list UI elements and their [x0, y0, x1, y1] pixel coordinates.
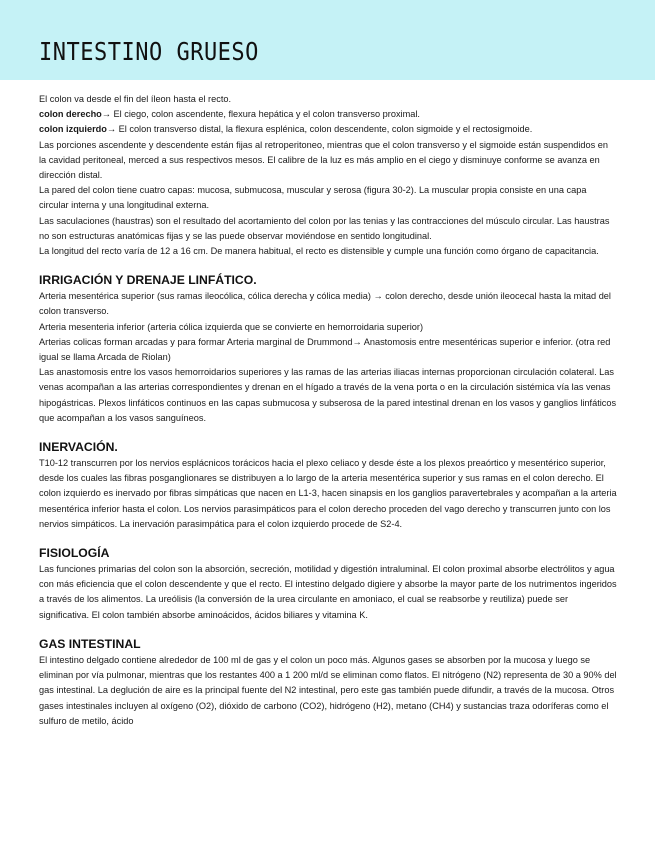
title-banner: [0, 0, 655, 80]
intro-paragraph-colon-izquierdo: [39, 122, 617, 137]
inervacion-paragraph-1: T10-12 transcurren por los nervios esplácnicos torácicos hacia el plexo celiaco y desde éste a los plexos preaórtico y mesentérico superior, desde los cuales las fibras posganglionares se distribuyen a lo largo de la arteria mesentérica superior y sus ramas en el colon derecho. El colon izquierdo es inervado por fibras simpáticas que nacen en L1-3, hacen sinapsis en los ganglios paravertebrales y acompañan a la arteria mesentérica inferior hasta el colon. Los nervios parasimpáticos para el colon derecho proceden del vago derecho y transcurren junto con los nervios simpáticos. La inervación parasimpática para el colon izquierdo procede de S2-4.: [39, 458, 617, 529]
intro-paragraph-colon-derecho: [39, 107, 617, 122]
colon-derecho-text: → El ciego, colon ascendente, flexura hepática y el colon transverso proximal.: [101, 109, 420, 120]
gas-intestinal-heading: GAS INTESTINAL: [39, 636, 141, 651]
irrigacion-heading: IRRIGACIÓN Y DRENAJE LINFÁTICO.: [39, 273, 257, 288]
intro-paragraph-4: Las porciones ascendente y descendente están fijas al retroperitoneo, mientras que el colon transverso y el sigmoide están suspendidos en la cavidad peritoneal, merced a sus respectivos mesos. El calibre de la luz es más amplio en el ciego y disminuye conforme se avanza en dirección distal.: [39, 139, 608, 181]
intro-paragraph-1: El colon va desde el fin del íleon hasta el recto.: [39, 94, 232, 104]
fisiologia-paragraph-1: Las funciones primarias del colon son la absorción, secreción, motilidad y digestión intraluminal. El colon proximal absorbe electrólitos y agua con más eficiencia que el colon descendente y que el recto. El intestino delgado digiere y absorbe la mayor parte de los nutrimentos ingeridos a través de los alimentos. La ureólisis (la conversión de la urea circulante en amoniaco, el cual se reabsorbe y reutiliza) puede ser significativa. El colon también absorbe aminoácidos, ácidos biliares y vitamina K.: [39, 564, 617, 620]
gas-intestinal-paragraph-1: El intestino delgado contiene alrededor de 100 ml de gas y el colon un poco más. Algunos gases se absorben por la mucosa y luego se eliminan por vía pulmonar, mientras que los restantes 400 a 1 200 ml/d se eliminan como flatos. El nitrógeno (N2) representa de 30 a 90% del gas intestinal. La deglución de aire es la principal fuente del N2 intestinal, pero este gas también puede difundir, a través de la mucosa. Otros gases intestinales incluyen al oxígeno (O2), dióxido de carbono (CO2), hidrógeno (H2), metano (CH4) y sustancias traza odoríferas como el sulfuro de metilo, ácido: [39, 654, 617, 726]
intro-paragraph-6: Las saculaciones (haustras) son el resultado del acortamiento del colon por las tenias y las contracciones del músculo circular. Las haustras no son estructuras anatómicas fijas y se las puede observar moviéndose en sentido longitudinal.: [39, 215, 610, 241]
irrigacion-paragraph-3: Arterias colicas forman arcadas y para formar Arteria marginal de Drummond→ Anastomosis entre mesentéricas superior e inferior. (otra red igual se llama Arcada de Riolan): [39, 336, 611, 363]
irrigacion-paragraph-1: Arteria mesentérica superior (sus ramas ileocólica, cólica derecha y cólica media) → colon derecho, desde unión ileocecal hasta la mitad del colon transverso.: [39, 291, 611, 317]
intro-paragraph-5: La pared del colon tiene cuatro capas: mucosa, submucosa, muscular y serosa (figura 30-2). La muscular propia consiste en una capa circular interna y una longitudinal externa.: [39, 185, 587, 211]
fisiologia-heading: FISIOLOGÍA: [39, 546, 110, 561]
intro-paragraph-7: La longitud del recto varía de 12 a 16 cm. De manera habitual, el recto es distensible y cumple una función como órgano de capacitancia.: [39, 246, 599, 257]
irrigacion-paragraph-4: Las anastomosis entre los vasos hemorroidarios superiores y las ramas de las arterias iliacas internas proporcionan circulación colateral. Las venas acompañan a las arterias correspondientes y drenan en el hígado a través de la vena porta o en la circulación sistémica vía las venas hipogástricas. Plexos linfáticos continuos en las capas submucosa y subserosa de la pared intestinal drenan en los vasos y ganglios linfáticos que acompañan a los vasos sanguíneos.: [39, 367, 617, 423]
document-body: [39, 92, 617, 729]
colon-izquierdo-label: colon izquierdo: [39, 124, 107, 135]
colon-izquierdo-text: → El colon transverso distal, la flexura esplénica, colon descendente, colon sigmoide y el rectosigmoide.: [106, 124, 533, 135]
irrigacion-paragraph-2: Arteria mesenteria inferior (arteria cólica izquierda que se convierte en hemorroidaria superior): [39, 321, 424, 332]
inervacion-heading: INERVACIÓN.: [39, 440, 118, 455]
colon-derecho-label: colon derecho: [39, 109, 102, 120]
page-title: INTESTINO GRUESO: [39, 38, 259, 67]
